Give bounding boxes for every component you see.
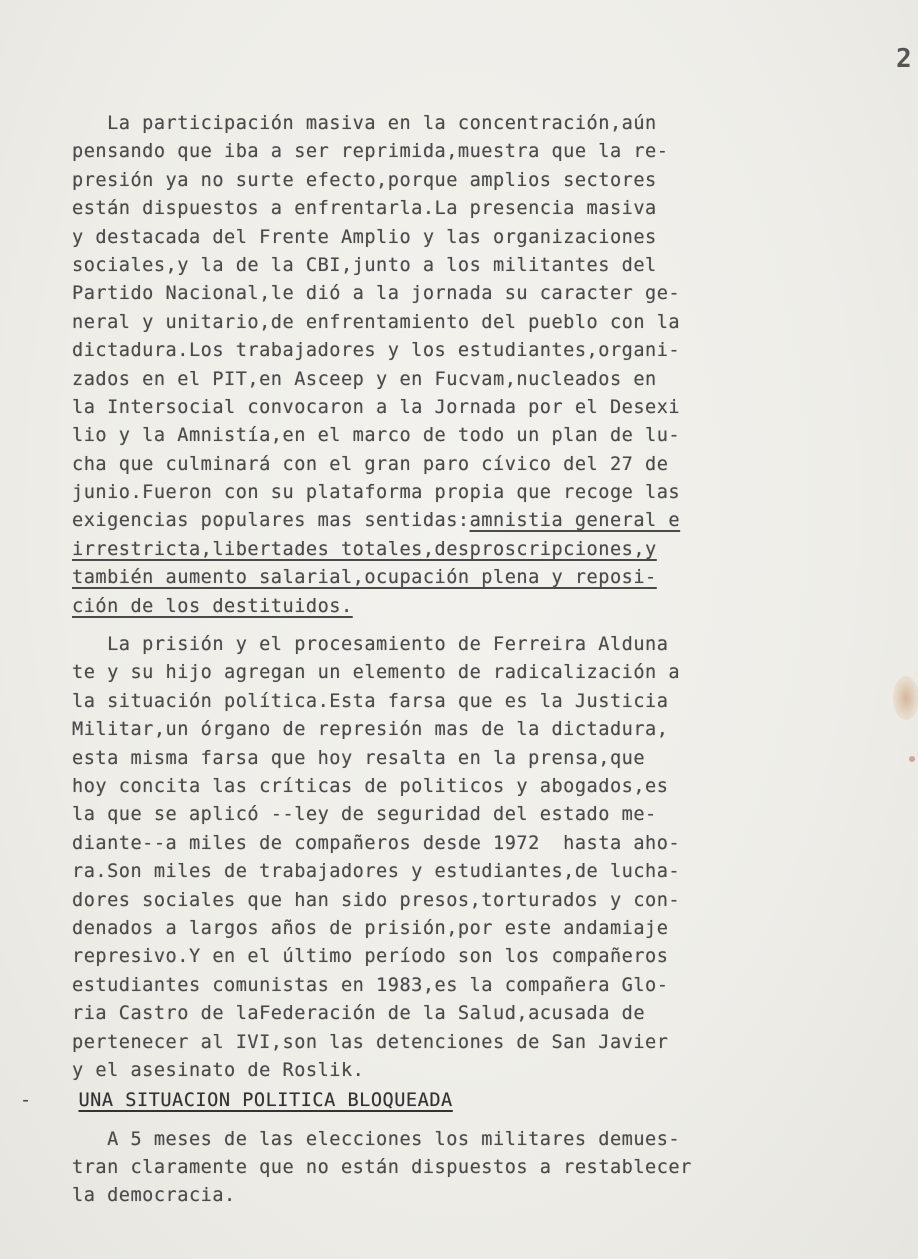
text-line: pertenecer al IVI,son las detenciones de San Javier: [72, 1031, 669, 1053]
document-body: [20, 110, 852, 1211]
text-line: dictadura.Los trabajadores y los estudiantes,organi-: [72, 340, 681, 362]
text-line: ra.Son miles de trabajadores y estudiantes,de lucha-: [72, 861, 681, 883]
text-line: y destacada del Frente Amplio y las organizaciones: [72, 226, 657, 248]
text-line: la que se aplicó --ley de seguridad del estado me-: [72, 804, 657, 826]
text-line: neral y unitario,de enfrentamiento del pueblo con la: [72, 311, 681, 333]
text-line: te y su hijo agregan un elemento de radicalización a: [72, 662, 681, 684]
text-line: pensando que iba a ser reprimida,muestra que la re-: [72, 141, 669, 163]
text-line: Partido Nacional,le dió a la jornada su caracter ge-: [72, 283, 681, 305]
paper-speck: [909, 756, 915, 762]
text-line: denados a largos años de prisión,por este andamiaje: [72, 917, 669, 939]
text-line: diante--a miles de compañeros desde 1972 hasta aho-: [72, 832, 681, 854]
text-line: presión ya no surte efecto,porque amplios sectores: [72, 169, 657, 191]
text-line: La participación masiva en la concentración,aún: [72, 113, 657, 134]
text-line: represivo.Y en el último período son los compañeros: [72, 946, 669, 968]
text-line: dores sociales que han sido presos,torturados y con-: [72, 889, 681, 911]
text-line: la Intersocial convocaron a la Jornada por el Desexi: [72, 396, 681, 418]
page-number: 2: [896, 44, 912, 74]
text-line: La prisión y el procesamiento de Ferreira Alduna: [72, 634, 669, 656]
text-line: cha que culminará con el gran paro cívico del 27 de: [72, 453, 669, 475]
text-line: sociales,y la de la CBI,junto a los militantes del: [72, 254, 657, 276]
paragraph-1: [72, 110, 852, 621]
text-line: tran claramente que no están dispuestos a restablecer: [72, 1157, 692, 1179]
text-line: Militar,un órgano de represión mas de la dictadura,: [72, 719, 669, 741]
text-line: A 5 meses de las elecciones los militares demues-: [72, 1128, 681, 1150]
underlined-text-line: ción de los destituidos.: [72, 595, 353, 617]
underlined-text: amnistia general e: [469, 510, 681, 532]
text-line: esta misma farsa que hoy resalta en la prensa,que: [72, 747, 646, 769]
text-line: la situación política.Esta farsa que es la Justicia: [72, 690, 669, 712]
text-line: junio.Fueron con su plataforma propia que recoge las: [72, 482, 681, 504]
paragraph-gap: [72, 1116, 852, 1126]
heading-prefix: -: [20, 1090, 32, 1112]
text-line: hoy concita las críticas de politicos y abogados,es: [72, 775, 669, 797]
paper-stain: [893, 676, 918, 720]
underlined-text-line: también aumento salarial,ocupación plena y reposi-: [72, 567, 657, 589]
text-line: están dispuestos a enfrentarla.La presencia masiva: [72, 198, 657, 220]
paragraph-gap: [72, 621, 852, 631]
text-segment: exigencias populares mas sentidas:: [72, 510, 470, 532]
underlined-text-line: irrestricta,libertades totales,desproscripciones,y: [72, 538, 657, 560]
text-line: y el asesinato de Roslik.: [72, 1059, 365, 1081]
text-line: ria Castro de laFederación de la Salud,acusada de: [72, 1003, 646, 1025]
text-line: [72, 507, 852, 535]
text-line: lio y la Amnistía,en el marco de todo un plan de lu-: [72, 425, 681, 447]
text-line: estudiantes comunistas en 1983,es la compañera Glo-: [72, 974, 669, 996]
text-line: la democracia.: [72, 1185, 236, 1207]
section-heading: [20, 1087, 852, 1115]
text-line: zados en el PIT,en Asceep y en Fucvam,nucleados en: [72, 368, 657, 390]
paragraph-2: [72, 631, 852, 1085]
paragraph-3: [72, 1126, 852, 1211]
heading-text: UNA SITUACION POLITICA BLOQUEADA: [78, 1090, 453, 1112]
